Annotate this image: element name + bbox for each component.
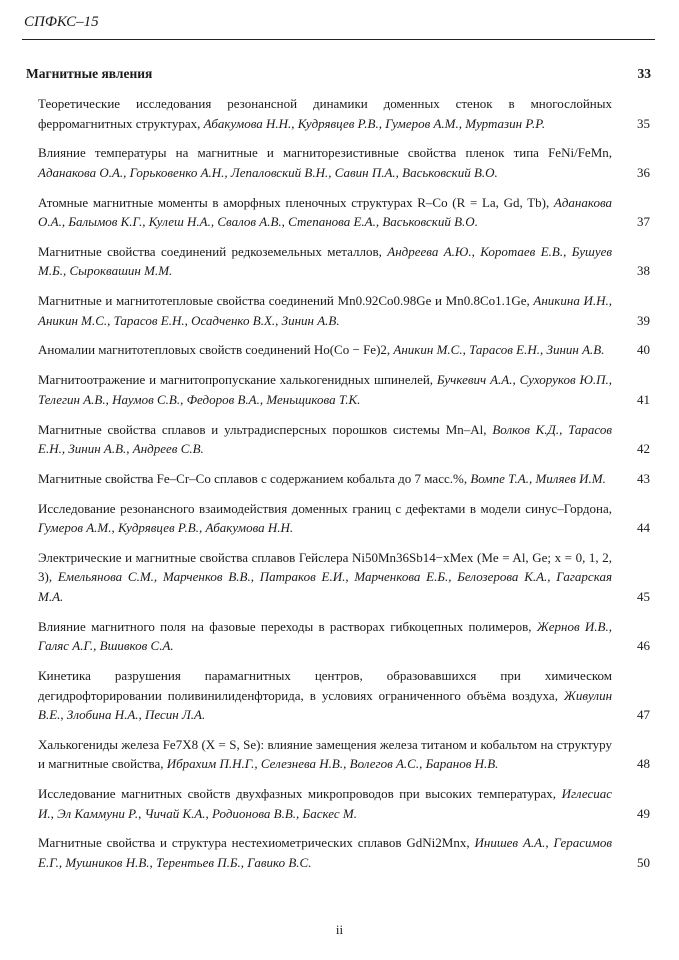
entry-authors: Иглесиас И., Эл Каммуни Р., Чичай К.А., Родионова В.В., Баскес М.	[38, 786, 612, 821]
entry-title: Магнитные свойства соединений редкоземельных металлов,	[38, 243, 382, 259]
entry-page-number: 39	[637, 312, 650, 328]
entry-title-continued: FeNi/FeMn,	[548, 145, 612, 161]
entry-title: Магнитные свойства Fe–Cr–Co сплавов с содержанием кобальта до 7 масс.%,	[38, 470, 468, 486]
entry-title: Кинетика разрушения парамагнитных центров, образовавшихся при химическом	[38, 668, 612, 684]
entry-page-number: 47	[637, 707, 650, 723]
toc-entry	[38, 469, 650, 489]
entry-page-number: 50	[637, 854, 650, 870]
toc-entry	[38, 370, 650, 409]
entry-title-continued: синус–Гордона,	[525, 500, 612, 516]
entry-authors: Емельянова С.М., Марченков В.В., Патраков Е.И., Марченкова Е.Б., Белозерова К.А., Гагарская М.А.	[38, 569, 612, 604]
toc-entry	[38, 617, 650, 656]
entry-authors: Живулин В.Е., Злобина Н.А., Песин Л.А.	[38, 687, 613, 723]
toc-entry	[38, 420, 650, 459]
entry-title: Исследование магнитных свойств двухфазных микропроводов при высоких	[38, 786, 473, 802]
entry-title: Аномалии магнитотепловых свойств соединений Ho(Co − Fe)2,	[38, 342, 391, 358]
toc-entry	[38, 143, 650, 182]
toc-entry	[38, 499, 650, 538]
entry-authors: Ибрахим П.Н.Г., Селезнева Н.В., Волегов А.С., Баранов Н.В.	[166, 756, 499, 772]
entry-title: Исследование резонансного взаимодействия доменных границ с дефектами в модели	[38, 500, 521, 516]
entry-title-continued: кобальтом на структуру и магнитные свойства,	[38, 736, 612, 772]
running-header: СПФКС–15	[24, 14, 99, 30]
entry-page-number: 36	[637, 164, 650, 180]
entry-title: Халькогениды железа Fe7X8 (X = S, Se): влияние замещения железа титаном и	[38, 736, 478, 752]
entry-authors: Аникина И.Н., Аникин М.С., Тарасов Е.Н., Осадченко В.Х., Зинин А.В.	[38, 293, 613, 328]
toc-entry	[38, 666, 650, 725]
section-title: Магнитные явления	[26, 66, 153, 81]
toc-entry	[38, 94, 650, 133]
page-number: ii	[335, 922, 344, 937]
entry-page-number: 43	[637, 470, 650, 486]
entry-title: Магнитные и магнитотепловые свойства соединений Mn0.92Co0.98Ge и Mn0.8Co1.1Ge,	[38, 293, 530, 309]
entry-page-number: 44	[637, 520, 650, 536]
entry-title: Магнитные свойства сплавов и ультрадисперсных порошков системы Mn–Al,	[38, 421, 487, 437]
entry-title: Теоретические исследования резонансной динамики доменных стенок в	[38, 96, 515, 111]
entry-authors: Гумеров А.М., Кудрявцев Р.В., Абакумова Н.Н.	[38, 520, 294, 536]
entry-authors: Бучкевич А.А., Сухоруков Ю.П., Телегин А.В., Наумов С.В., Федоров В.А., Меньщикова Т.К.	[38, 372, 612, 407]
entry-title: Электрические и магнитные свойства сплавов Гейслера Ni50Mn36Sb14−xMex	[38, 549, 474, 565]
entry-title: Влияние магнитного поля на фазовые переходы в растворах гибкоцепных полимеров,	[38, 618, 532, 634]
entry-page-number: 42	[637, 441, 650, 457]
entry-page-number: 41	[637, 391, 650, 407]
entry-page-number: 46	[637, 638, 650, 654]
entry-title-continued: дегидрофторировании поливинилиденфторида, в условиях ограниченного объёма воздуха,	[38, 687, 558, 703]
toc-entry	[38, 193, 650, 232]
toc-entry	[38, 242, 650, 281]
section-heading	[26, 66, 651, 82]
section-page-number: 33	[637, 66, 651, 81]
entry-authors: Вомпе Т.А., Миляев И.М.	[470, 470, 606, 486]
toc-entry	[38, 833, 650, 872]
entry-title: Атомные магнитные моменты в аморфных пленочных структурах R–Co (R = La, Gd, Tb),	[38, 194, 550, 210]
toc-entry	[38, 735, 650, 774]
entry-page-number: 37	[637, 214, 650, 230]
entry-authors: Абакумова Н.Н., Кудрявцев Р.В., Гумеров А.М., Муртазин Р.Р.	[203, 115, 546, 131]
entry-page-number: 35	[637, 115, 650, 131]
entry-authors: Инишев А.А., Герасимов Е.Г., Мушников Н.В., Терентьев П.Б., Гавико В.С.	[38, 835, 612, 870]
entry-title: Магнитоотражение и магнитопропускание халькогенидных шпинелей,	[38, 372, 434, 388]
entry-authors: Андреева А.Ю., Коротаев Е.В., Бушуев М.Б., Сыроквашин М.М.	[38, 243, 612, 279]
toc-list	[38, 94, 650, 883]
entry-page-number: 45	[637, 588, 650, 604]
toc-entry	[38, 291, 650, 330]
toc-entry	[38, 340, 650, 360]
entry-title-continued: температурах,	[477, 786, 557, 802]
entry-authors: Аданакова О.А., Балымов К.Г., Кулеш Н.А., Свалов А.В., Степанова Е.А., Васьковский В.О.	[38, 194, 613, 230]
entry-page-number: 49	[637, 805, 650, 821]
entry-title-continued: многослойных ферромагнитных структурах,	[38, 96, 612, 131]
header-rule	[22, 39, 655, 40]
toc-entry	[38, 784, 650, 823]
entry-authors: Волков К.Д., Тарасов Е.Н., Зинин А.В., Андреев С.В.	[38, 421, 612, 457]
entry-title: Влияние температуры на магнитные и магниторезистивные свойства пленок типа	[38, 145, 539, 161]
entry-title: Магнитные свойства и структура нестехиометрических сплавов GdNi2Mnx,	[38, 835, 470, 851]
entry-page-number: 38	[637, 263, 650, 279]
entry-title-continued: (Me = Al, Ge; x = 0, 1, 2, 3),	[38, 549, 612, 585]
entry-page-number: 40	[637, 342, 650, 358]
entry-authors: Аданакова О.А., Горьковенко А.Н., Лепаловский В.Н., Савин П.А., Васьковский В.О.	[38, 164, 498, 180]
entry-authors: Аникин М.С., Тарасов Е.Н., Зинин А.В.	[393, 342, 605, 358]
entry-authors: Жернов И.В., Галяс А.Г., Вшивков С.А.	[38, 618, 612, 654]
toc-entry	[38, 548, 650, 607]
entry-page-number: 48	[637, 756, 650, 772]
